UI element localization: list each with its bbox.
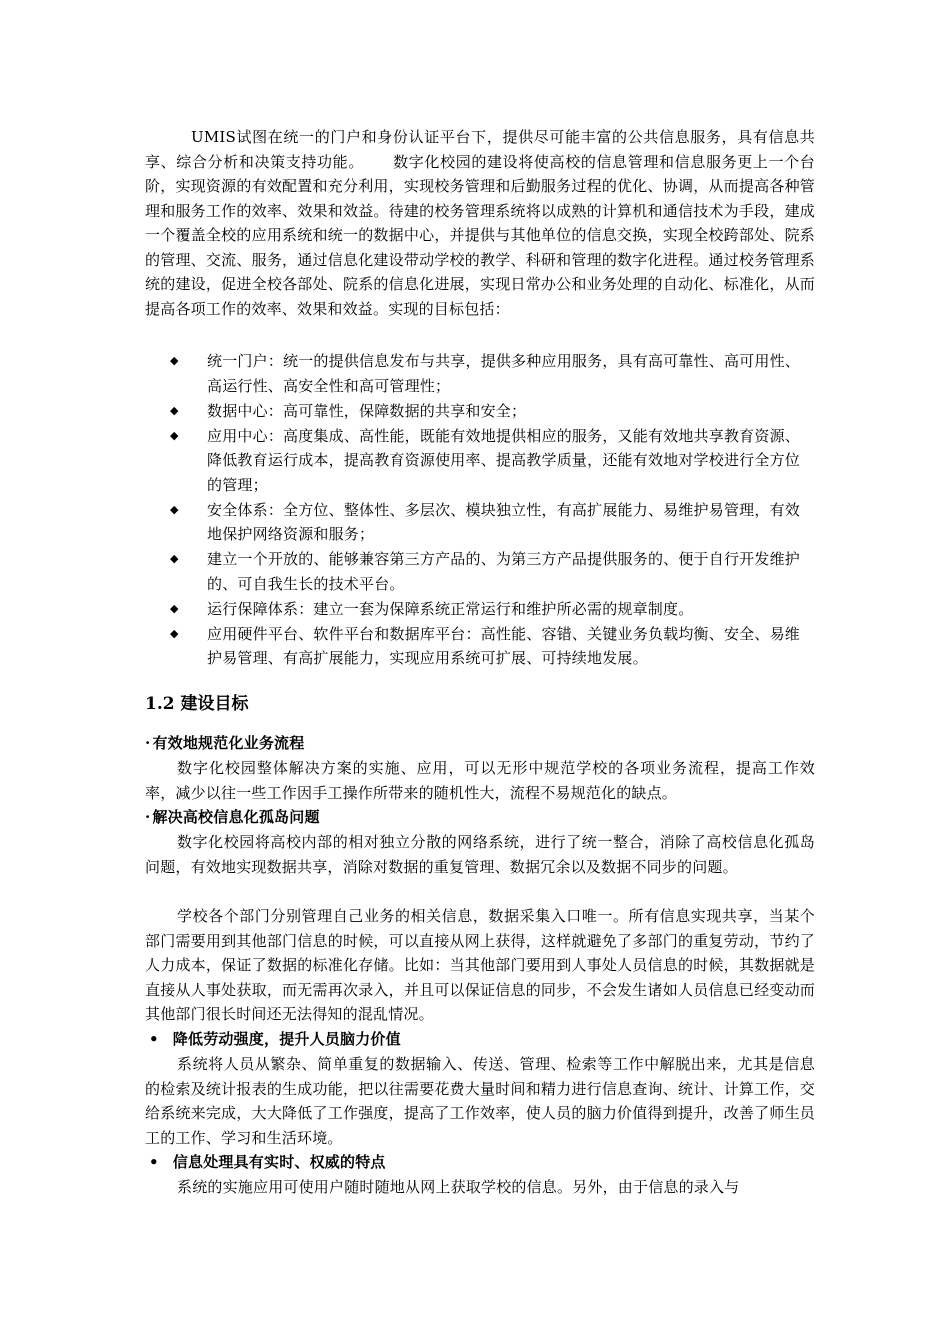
list-item-text: 应用中心：高度集成、高性能，既能有效地提供相应的服务，又能有效地共享教育资源、降低教育运行成本，提高教育资源使用率、提高教学质量，还能有效地对学校进行全方位的管理；	[207, 426, 800, 494]
section-heading: 1.2 建设目标	[145, 694, 249, 714]
list-item-text: 运行保障体系：建立一套为保障系统正常运行和维护所必需的规章制度。	[207, 599, 694, 618]
dot-bullet-icon: ·	[145, 734, 151, 752]
list-item	[170, 424, 800, 498]
diamond-bullet-icon: ◆	[170, 354, 179, 367]
diamond-bullet-icon: ◆	[170, 428, 179, 442]
subsection-title: 降低劳动强度，提升人员脑力价值	[172, 1030, 401, 1048]
subsection-heading-workflow	[145, 731, 304, 755]
list-item-text: 应用硬件平台、软件平台和数据库平台：高性能、容错、关键业务负载均衡、安全、易维护易管理、有高扩展能力，实现应用系统可扩展、可持续地发展。	[207, 624, 800, 667]
diamond-bullet-icon: ◆	[170, 502, 179, 516]
list-item	[170, 349, 800, 398]
diamond-bullet-icon: ◆	[170, 626, 179, 640]
goals-list	[170, 349, 800, 671]
subsection-title: 解决高校信息化孤岛问题	[152, 808, 320, 826]
subsection-title: 有效地规范化业务流程	[152, 734, 305, 752]
list-item	[170, 399, 800, 424]
body-paragraph: 数字化校园将高校内部的相对独立分散的网络系统，进行了统一整合，消除了高校信息化孤岛问题，有效地实现数据共享，消除对数据的重复管理、数据冗余以及数据不同步的问题。	[145, 833, 815, 876]
subsection-heading-labor	[145, 1027, 401, 1051]
list-item-text: 安全体系：全方位、整体性、多层次、模块独立性，有高扩展能力、易维护易管理，有效地保护网络资源和服务；	[207, 500, 800, 543]
dot-bullet-icon: •	[149, 1153, 159, 1171]
body-paragraph: 学校各个部门分别管理自己业务的相关信息，数据采集入口唯一。所有信息实现共享，当某个部门需要用到其他部门信息的时候，可以直接从网上获得，这样就避免了多部门的重复劳动，节约了人力成本，保证了数据的标准化存储。比如：当其他部门要用到人事处人员信息的时候，其数据就是直接从人事处获取，而无需再次录入，并且可以保证信息的同步，不会发生诸如人员信息已经变动而其他部门很长时间还无法得知的混乱情况。	[145, 907, 815, 1023]
list-item	[170, 597, 800, 622]
list-item-text: 建立一个开放的、能够兼容第三方产品的、为第三方产品提供服务的、便于自行开发维护的、可自我生长的技术平台。	[207, 550, 800, 593]
body-paragraph: 系统的实施应用可使用户随时随地从网上获取学校的信息。另外，由于信息的录入与	[177, 1178, 740, 1196]
list-item	[170, 547, 800, 596]
body-paragraph: 系统将人员从繁杂、简单重复的数据输入、传送、管理、检索等工作中解脱出来，尤其是信息的检索及统计报表的生成功能，把以往需要花费大量时间和精力进行信息查询、统计、计算工作，交给系统来完成，大大降低了工作强度，提高了工作效率，使人员的脑力价值得到提升，改善了师生员工的工作、学习和生活环境。	[145, 1055, 815, 1147]
subsection-heading-silos	[145, 805, 320, 829]
diamond-bullet-icon: ◆	[170, 601, 179, 615]
diamond-bullet-icon: ◆	[170, 552, 179, 565]
diamond-bullet-icon: ◆	[170, 403, 179, 417]
dot-bullet-icon: •	[149, 1030, 159, 1048]
list-item-text: 数据中心：高可靠性，保障数据的共享和安全；	[207, 401, 527, 420]
list-item	[170, 498, 800, 547]
list-item	[170, 622, 800, 671]
subsection-heading-realtime	[145, 1150, 386, 1174]
subsection-title: 信息处理具有实时、权威的特点	[172, 1153, 386, 1171]
dot-bullet-icon: ·	[145, 808, 151, 826]
intro-paragraph: UMIS试图在统一的门户和身份认证平台下，提供尽可能丰富的公共信息服务，具有信息共享、综合分析和决策支持功能。 数字化校园的建设将使高校的信息管理和信息服务更上一个台阶，实现资源的有效配置和充分利用，实现校务管理和后勤服务过程的优化、协调，从而提高各种管理和服务工作的效率、效果和效益。待建的校务管理系统将以成熟的计算机和通信技术为手段，建成一个覆盖全校的应用系统和统一的数据中心，并提供与其他单位的信息交换，实现全校跨部处、院系的管理、交流、服务，通过信息化建设带动学校的教学、科研和管理的数字化进程。通过校务管理系统的建设，促进全校各部处、院系的信息化进展，实现日常办公和业务处理的自动化、标准化，从而提高各项工作的效率、效果和效益。实现的目标包括：	[145, 128, 815, 318]
list-item-text: 统一门户：统一的提供信息发布与共享，提供多种应用服务，具有高可靠性、高可用性、高运行性、高安全性和高可管理性；	[207, 352, 800, 395]
body-paragraph: 数字化校园整体解决方案的实施、应用，可以无形中规范学校的各项业务流程，提高工作效率，减少以往一些工作因手工操作所带来的随机性大，流程不易规范化的缺点。	[145, 759, 815, 802]
